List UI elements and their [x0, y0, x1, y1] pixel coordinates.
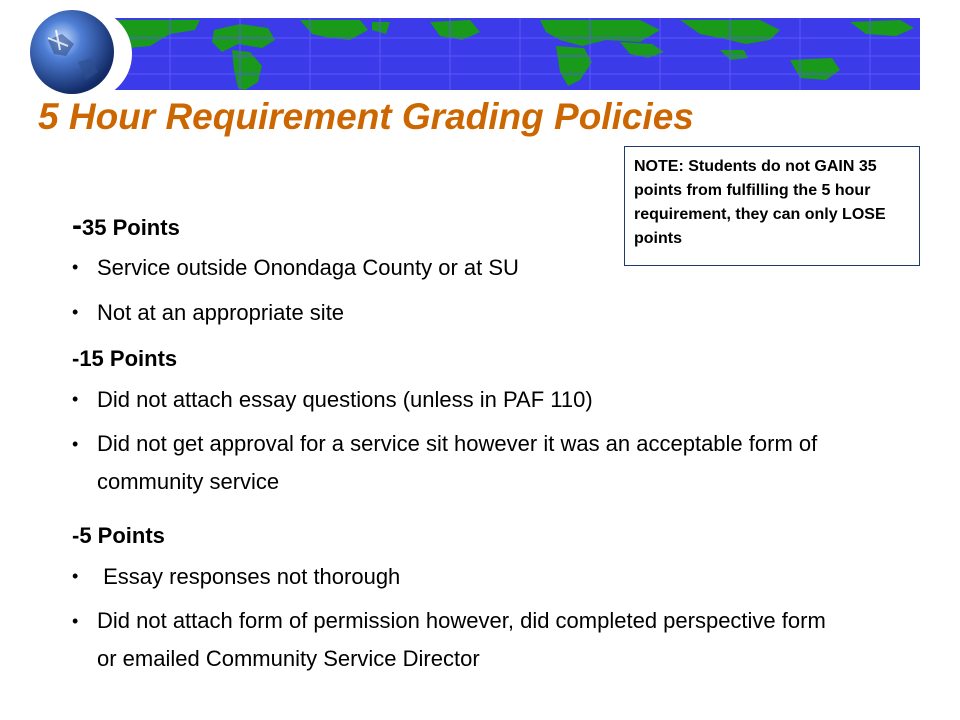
list-item: • Did not attach form of permission however, did completed perspective form or emailed Community Service Director: [72, 608, 826, 671]
note-box: NOTE: Students do not GAIN 35 points from fulfilling the 5 hour requirement, they can only LOSE points: [624, 146, 920, 266]
globe-icon: [30, 10, 114, 94]
list-item: • Service outside Onondaga County or at SU: [72, 255, 519, 280]
world-map-banner: [0, 0, 960, 100]
slide-body: [72, 204, 832, 690]
world-map-icon: [0, 0, 960, 100]
section-heading-15: -15 Points: [72, 346, 178, 371]
list-item: • Not at an appropriate site: [72, 300, 345, 325]
list-item: • Did not attach essay questions (unless in PAF 110): [72, 387, 593, 412]
section-heading-5: -5 Points: [72, 523, 165, 548]
list-item: • Essay responses not thorough: [72, 564, 401, 589]
list-item: • Did not get approval for a service sit however it was an acceptable form of community service: [72, 431, 818, 494]
slide-title: 5 Hour Requirement Grading Policies: [38, 96, 694, 137]
section-heading-35: -35 Points: [72, 209, 180, 242]
